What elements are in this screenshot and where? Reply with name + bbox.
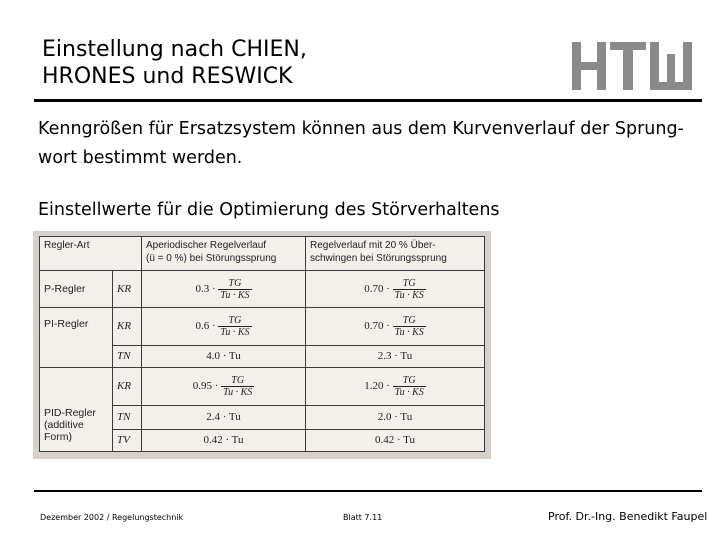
scanned-table-image bbox=[33, 231, 491, 459]
value-pid-tv-aperiodic: 0.42 · Tu bbox=[142, 429, 306, 451]
table-header-row bbox=[40, 237, 485, 271]
coef: 0.3 · bbox=[195, 282, 216, 295]
fraction bbox=[218, 278, 251, 301]
value-pi-tn-aperiodic: 4.0 · Tu bbox=[142, 345, 306, 367]
symbol-tn: TN bbox=[113, 405, 142, 429]
value-pi-kr-overshoot bbox=[306, 308, 485, 345]
row-label-pi-regler: PI-Regler bbox=[40, 308, 113, 367]
footer-rule bbox=[34, 490, 702, 492]
intro-text bbox=[38, 115, 708, 173]
value-pi-kr-aperiodic bbox=[142, 308, 306, 345]
coef: 1.20 · bbox=[364, 379, 390, 392]
value-pid-kr-aperiodic bbox=[142, 367, 306, 405]
section-heading: Einstellwerte für die Optimierung des Störverhaltens bbox=[38, 200, 500, 220]
intro-line-1: Kenngrößen für Ersatzsystem können aus dem Kurvenverlauf der Sprung- bbox=[38, 119, 684, 139]
intro-line-2: wort bestimmt werden. bbox=[38, 148, 243, 168]
table-row-p-kr bbox=[40, 271, 485, 308]
denominator: Tu · KS bbox=[220, 289, 250, 301]
title-line-2: HRONES und RESWICK bbox=[42, 64, 293, 89]
fraction bbox=[393, 315, 426, 338]
header-aperiodic-line2: (ü = 0 %) bei Störungssprung bbox=[146, 253, 277, 264]
header-overshoot-line2: schwingen bei Störungssprung bbox=[310, 253, 447, 264]
pid-label-line1: PID-Regler bbox=[44, 407, 96, 419]
title-line-1: Einstellung nach CHIEN, bbox=[42, 37, 307, 62]
denominator: Tu · KS bbox=[394, 386, 424, 398]
numerator: TG bbox=[393, 375, 426, 387]
value-pid-tn-aperiodic: 2.4 · Tu bbox=[142, 405, 306, 429]
denominator: Tu · KS bbox=[223, 386, 253, 398]
value-p-aperiodic bbox=[142, 271, 306, 308]
header-aperiodic-line1: Aperiodischer Regelverlauf bbox=[146, 240, 267, 251]
coef: 0.95 · bbox=[192, 379, 219, 392]
htw-logo bbox=[570, 40, 694, 92]
coef: 0.70 · bbox=[364, 319, 390, 332]
numerator: TG bbox=[218, 278, 251, 290]
table-row-pi-kr bbox=[40, 308, 485, 345]
symbol-kr: KR bbox=[113, 271, 142, 308]
denominator: Tu · KS bbox=[394, 289, 424, 301]
numerator: TG bbox=[393, 315, 426, 327]
numerator: TG bbox=[218, 315, 251, 327]
value-p-overshoot bbox=[306, 271, 485, 308]
header-rule bbox=[34, 99, 702, 102]
coef: 0.70 · bbox=[364, 282, 390, 295]
row-label-pid-regler bbox=[40, 367, 113, 451]
footer-page-number: Blatt 7.11 bbox=[343, 513, 383, 522]
numerator: TG bbox=[393, 278, 426, 290]
coef: 0.6 · bbox=[195, 319, 216, 332]
value-pid-kr-overshoot bbox=[306, 367, 485, 405]
symbol-kr: KR bbox=[113, 367, 142, 405]
header-overshoot-line1: Regelverlauf mit 20 % Über- bbox=[310, 240, 436, 251]
controller-settings-table bbox=[39, 236, 485, 452]
pid-label-line2: (additive Form) bbox=[44, 419, 84, 443]
value-pid-tn-overshoot: 2.0 · Tu bbox=[306, 405, 485, 429]
value-pid-tv-overshoot: 0.42 · Tu bbox=[306, 429, 485, 451]
table-row-pid-kr bbox=[40, 367, 485, 405]
fraction bbox=[221, 375, 254, 398]
symbol-kr: KR bbox=[113, 308, 142, 345]
fraction bbox=[218, 315, 251, 338]
slide-title bbox=[42, 36, 307, 90]
header-aperiodic bbox=[142, 237, 306, 271]
header-controller-type: Regler-Art bbox=[40, 237, 142, 271]
row-label-p-regler: P-Regler bbox=[40, 271, 113, 308]
footer-author: Prof. Dr.-Ing. Benedikt Faupel bbox=[548, 510, 708, 523]
fraction bbox=[393, 278, 426, 301]
value-pi-tn-overshoot: 2.3 · Tu bbox=[306, 345, 485, 367]
numerator: TG bbox=[221, 375, 254, 387]
footer-date-course: Dezember 2002 / Regelungstechnik bbox=[40, 513, 184, 522]
symbol-tv: TV bbox=[113, 429, 142, 451]
fraction bbox=[393, 375, 426, 398]
symbol-tn: TN bbox=[113, 345, 142, 367]
denominator: Tu · KS bbox=[220, 326, 250, 338]
denominator: Tu · KS bbox=[394, 326, 424, 338]
header-overshoot bbox=[306, 237, 485, 271]
